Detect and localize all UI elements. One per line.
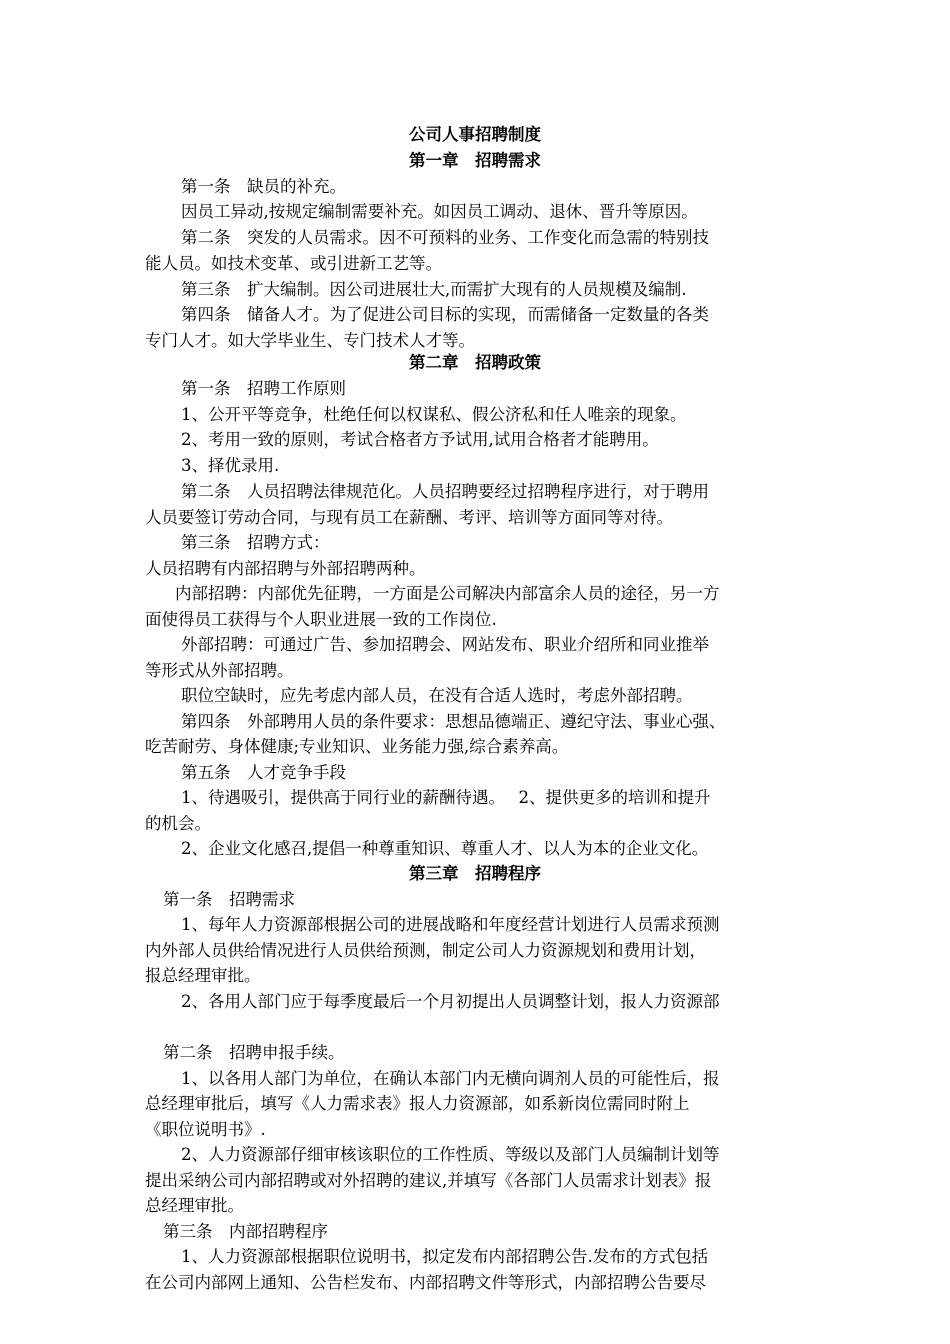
paragraph-line: 1、每年人力资源部根据公司的进展战略和年度经营计划进行人员需求预测 [181, 915, 720, 934]
paragraph-line: 报总经理审批。 [145, 966, 261, 985]
paragraph-line: 1、人力资源部根据职位说明书，拟定发布内部招聘公告.发布的方式包括 [181, 1247, 709, 1266]
document-title: 公司人事招聘制度 [409, 125, 541, 144]
paragraph-line: 吃苦耐劳、身体健康;专业知识、业务能力强,综合素养高。 [145, 737, 569, 756]
paragraph-line: 内部招聘：内部优先征聘，一方面是公司解决内部富余人员的途径，另一方 [175, 584, 720, 603]
paragraph-line: 人员招聘有内部招聘与外部招聘两种。 [145, 559, 426, 578]
paragraph-line: 3、择优录用. [181, 456, 280, 475]
paragraph-line: 1、待遇吸引，提供高于同行业的薪酬待遇。 2、提供更多的培训和提升 [181, 788, 711, 807]
paragraph-line: 1、以各用人部门为单位，在确认本部门内无横向调剂人员的可能性后，报 [181, 1069, 720, 1088]
paragraph-line: 总经理审批。 [145, 1196, 244, 1215]
paragraph-line: 提出采纳公司内部招聘或对外招聘的建议,并填写《各部门人员需求计划表》报 [145, 1171, 712, 1190]
paragraph-line: 人员要签订劳动合同，与现有员工在薪酬、考评、培训等方面同等对待。 [145, 508, 673, 527]
paragraph-line: 第二条 突发的人员需求。因不可预料的业务、工作变化而急需的特别技 [181, 228, 709, 247]
paragraph-line: 第三条 内部招聘程序 [163, 1222, 328, 1241]
paragraph-line: 外部招聘：可通过广告、参加招聘会、网站发布、职业介绍所和同业推举 [181, 635, 709, 654]
paragraph-line: 专门人才。如大学毕业生、专门技术人才等。 [145, 331, 475, 350]
paragraph-line: 1、公开平等竞争，杜绝任何以权谋私、假公济私和任人唯亲的现象。 [181, 405, 687, 424]
paragraph-line: 第一条 招聘工作原则 [181, 379, 346, 398]
paragraph-line: 第一条 缺员的补充。 [181, 177, 346, 196]
paragraph-line: 内外部人员供给情况进行人员供给预测，制定公司人力资源规划和费用计划， [145, 941, 706, 960]
paragraph-line: 《职位说明书》. [145, 1120, 266, 1139]
paragraph-line: 第二条 人员招聘法律规范化。人员招聘要经过招聘程序进行，对于聘用 [181, 482, 709, 501]
chapter-1-heading: 第一章 招聘需求 [409, 151, 541, 170]
paragraph-line: 2、考用一致的原则，考试合格者方予试用,试用合格者才能聘用。 [181, 430, 659, 449]
paragraph-line: 第五条 人才竞争手段 [181, 763, 346, 782]
paragraph-line: 能人员。如技术变革、或引进新工艺等。 [145, 254, 442, 273]
paragraph-line: 第三条 招聘方式： [181, 533, 330, 552]
paragraph-line: 等形式从外部招聘。 [145, 661, 294, 680]
paragraph-line: 第一条 招聘需求 [163, 890, 295, 909]
paragraph-line: 总经理审批后，填写《人力需求表》报人力资源部，如系新岗位需同时附上 [145, 1094, 690, 1113]
chapter-2-heading: 第二章 招聘政策 [409, 353, 541, 372]
paragraph-line: 因员工异动,按规定编制需要补充。如因员工调动、退休、晋升等原因。 [181, 202, 698, 221]
paragraph-line: 在公司内部网上通知、公告栏发布、内部招聘文件等形式，内部招聘公告要尽 [145, 1273, 706, 1292]
paragraph-line: 的机会。 [145, 814, 211, 833]
paragraph-line: 2、人力资源部仔细审核该职位的工作性质、等级以及部门人员编制计划等 [181, 1145, 720, 1164]
paragraph-line: 面使得员工获得与个人职业进展一致的工作岗位. [145, 610, 497, 629]
paragraph-line: 职位空缺时，应先考虑内部人员，在没有合适人选时，考虑外部招聘。 [181, 686, 693, 705]
chapter-3-heading: 第三章 招聘程序 [409, 864, 541, 883]
paragraph-line: 2、各用人部门应于每季度最后一个月初提出人员调整计划，报人力资源部 [181, 992, 720, 1011]
paragraph-line: 第四条 储备人才。为了促进公司目标的实现，而需储备一定数量的各类 [181, 305, 709, 324]
paragraph-line: 2、企业文化感召,提倡一种尊重知识、尊重人才、以人为本的企业文化。 [181, 839, 709, 858]
paragraph-line: 第二条 招聘申报手续。 [163, 1043, 345, 1062]
paragraph-line: 第三条 扩大编制。因公司进展壮大,而需扩大现有的人员规模及编制. [181, 280, 687, 299]
paragraph-line: 第四条 外部聘用人员的条件要求：思想品德端正、遵纪守法、事业心强、 [181, 712, 726, 731]
